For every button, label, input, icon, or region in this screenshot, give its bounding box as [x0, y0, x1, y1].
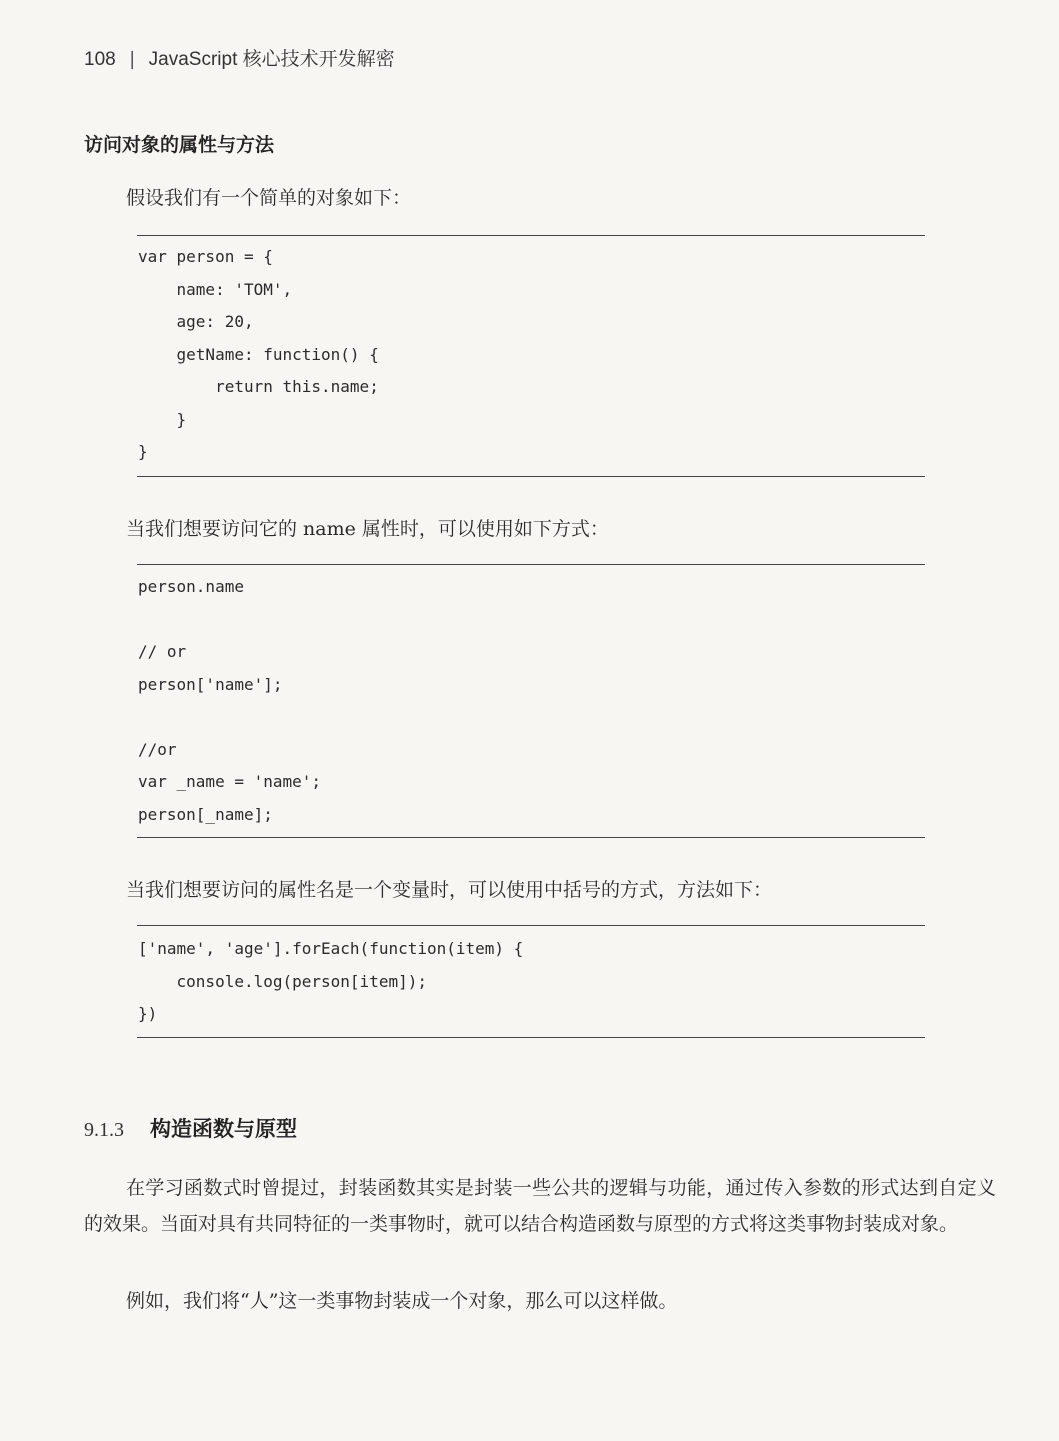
- page-header: [84, 44, 395, 71]
- body-paragraph-2: 例如，我们将“人”这一类事物封装成一个对象，那么可以这样做。: [126, 1290, 678, 1312]
- section-number: 9.1.3: [84, 1119, 124, 1141]
- subheading: 访问对象的属性与方法: [84, 134, 275, 156]
- code-block-1-bottom-rule: [137, 476, 925, 477]
- code-block-2: person.name // or person['name']; //or var _name = 'name'; person[_name];: [138, 577, 322, 824]
- code-block-2-top-rule: [137, 564, 925, 565]
- code-block-3: ['name', 'age'].forEach(function(item) { console.log(person[item]); }): [138, 939, 524, 1023]
- section-title: 构造函数与原型: [150, 1116, 297, 1141]
- variable-text: 当我们想要访问的属性名是一个变量时，可以使用中括号的方式，方法如下：: [126, 879, 773, 901]
- page-number: 108: [84, 49, 116, 70]
- section-heading: [84, 1113, 297, 1143]
- code-block-3-bottom-rule: [137, 1037, 925, 1038]
- code-block-3-top-rule: [137, 925, 925, 926]
- code-block-1-top-rule: [137, 235, 925, 236]
- body-paragraph-1: 在学习函数式时曾提过，封装函数其实是封装一些公共的逻辑与功能，通过传入参数的形式达到自定义的效果。当面对具有共同特征的一类事物时，就可以结合构造函数与原型的方式将这类事物封装成对象。: [84, 1177, 996, 1235]
- book-title: JavaScript 核心技术开发解密: [148, 49, 395, 70]
- header-separator: |: [129, 49, 135, 70]
- code-block-2-bottom-rule: [137, 837, 925, 838]
- code-block-1: var person = { name: 'TOM', age: 20, getName: function() { return this.name; } }: [138, 247, 379, 461]
- access-text: 当我们想要访问它的 name 属性时，可以使用如下方式：: [126, 518, 609, 540]
- intro-text: 假设我们有一个简单的对象如下：: [126, 187, 412, 209]
